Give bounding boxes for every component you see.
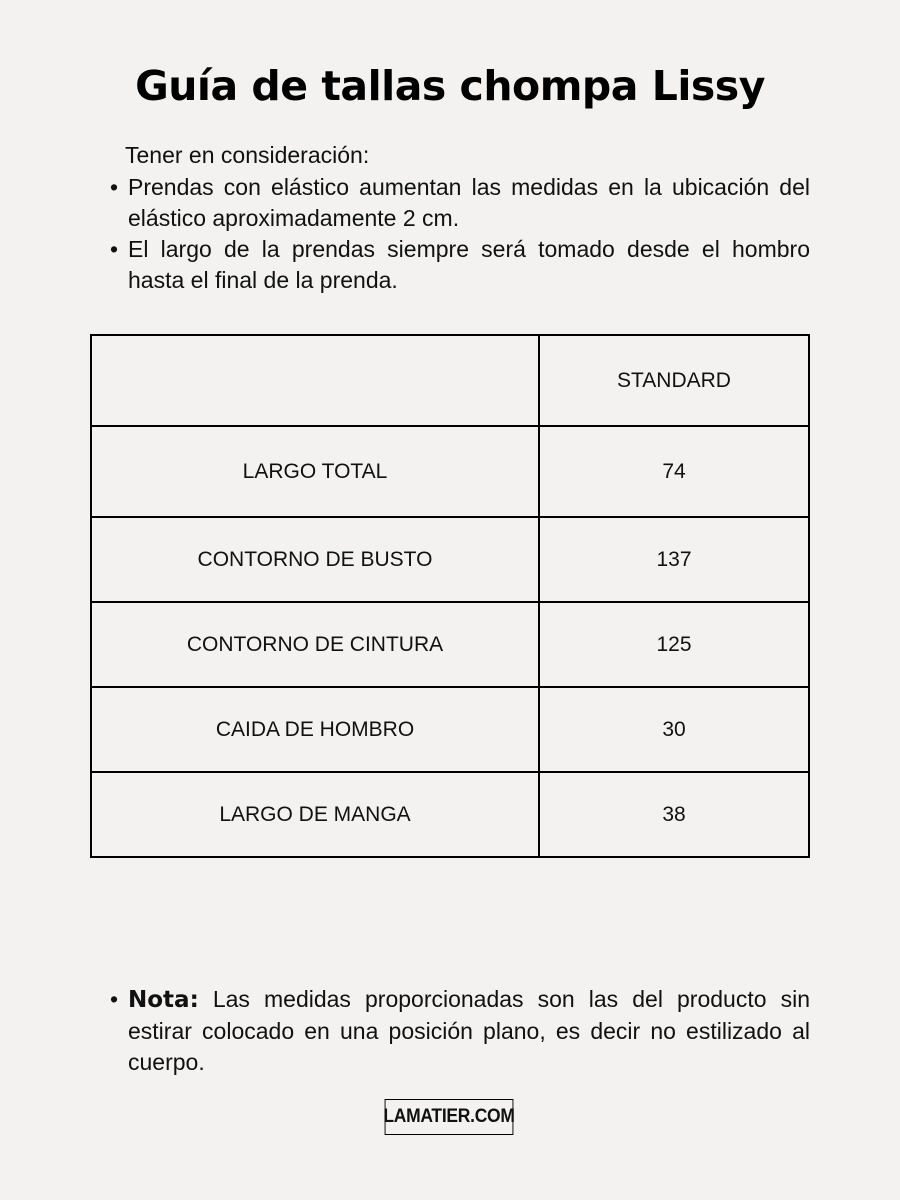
table-row — [91, 772, 809, 857]
consideration-heading: Tener en consideración: — [125, 142, 370, 168]
header-cell-standard: STANDARD — [539, 335, 809, 426]
table-header-row — [91, 335, 809, 426]
notes-list — [108, 172, 810, 296]
list-item — [108, 984, 810, 1078]
table-row — [91, 602, 809, 687]
bullet-icon: • — [110, 986, 119, 1012]
footnote-text: Las medidas proporcionadas son las del producto sin estirar colocado en una posición plano, es decir no estilizado al cuerpo. — [128, 986, 810, 1075]
measure-value: 38 — [539, 772, 809, 857]
footnote-list — [108, 984, 810, 1078]
measure-label: CONTORNO DE BUSTO — [91, 517, 539, 602]
note-text: El largo de la prendas siempre será tomado desde el hombro hasta el final de la prenda. — [128, 236, 810, 293]
measure-label: CONTORNO DE CINTURA — [91, 602, 539, 687]
list-item — [108, 234, 810, 296]
note-text: Prendas con elástico aumentan las medidas en la ubicación del elástico aproximadamente 2 cm. — [128, 174, 810, 231]
measure-label: LARGO DE MANGA — [91, 772, 539, 857]
header-cell-empty — [91, 335, 539, 426]
page-title: Guía de tallas chompa Lissy — [135, 62, 765, 110]
table-row — [91, 687, 809, 772]
measure-label: LARGO TOTAL — [91, 426, 539, 517]
measure-label: CAIDA DE HOMBRO — [91, 687, 539, 772]
measure-value: 30 — [539, 687, 809, 772]
table-row — [91, 426, 809, 517]
list-item — [108, 172, 810, 234]
brand-logo: LAMATIER.COM — [385, 1099, 514, 1135]
measure-value: 137 — [539, 517, 809, 602]
measure-value: 74 — [539, 426, 809, 517]
footnote-label: Nota: — [128, 987, 199, 1013]
bullet-icon: • — [110, 236, 119, 262]
measure-value: 125 — [539, 602, 809, 687]
table-row — [91, 517, 809, 602]
bullet-icon: • — [110, 174, 119, 200]
size-table — [90, 334, 810, 858]
